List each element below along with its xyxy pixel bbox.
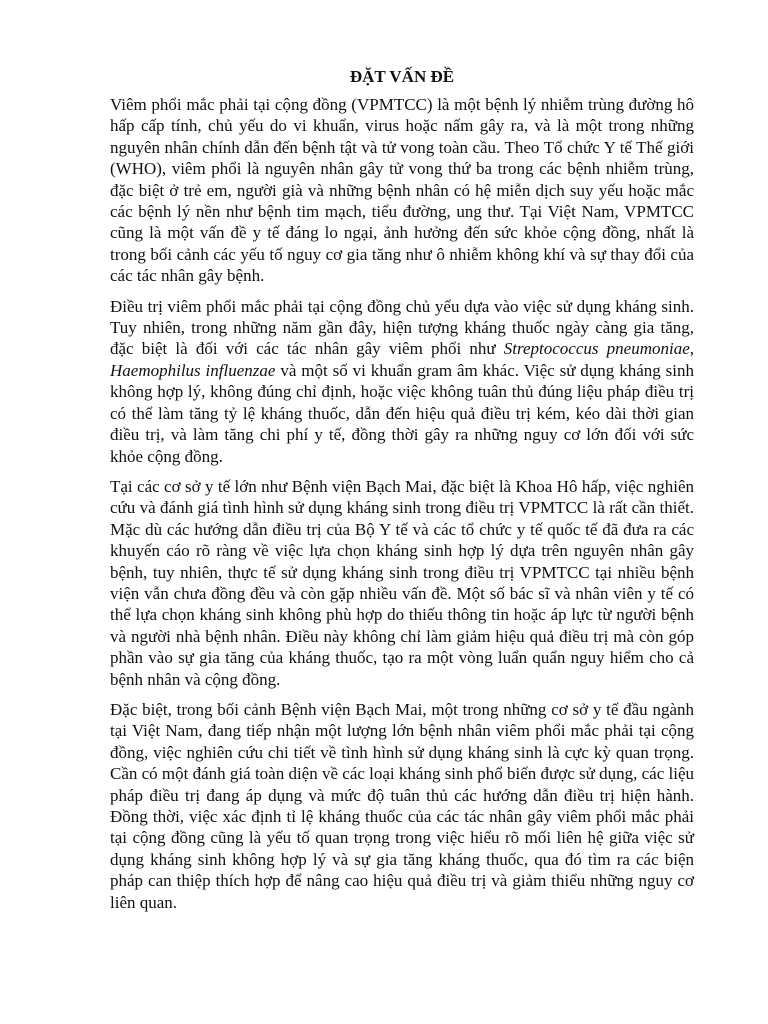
paragraph-1: Viêm phổi mắc phải tại cộng đồng (VPMTCC) là một bệnh lý nhiễm trùng đường hô hấp cấp tính, chủ yếu do vi khuẩn, virus hoặc nấm gây ra, và là một trong những nguyên nhân chính dẫn đến bệnh tật và tử vong toàn cầu. Theo Tổ chức Y tế Thế giới (WHO), viêm phổi là nguyên nhân gây tử vong thứ ba trong các bệnh nhiễm trùng, đặc biệt ở trẻ em, người già và những bệnh nhân có hệ miễn dịch suy yếu hoặc mắc các bệnh lý nền như bệnh tim mạch, tiểu đường, ung thư. Tại Việt Nam, VPMTCC cũng là một vấn đề y tế đáng lo ngại, ảnh hưởng đến sức khỏe cộng đồng, nhất là trong bối cảnh các yếu tố nguy cơ gia tăng như ô nhiễm không khí và sự thay đổi của các tác nhân gây bệnh. [110, 95, 694, 286]
document-page [110, 66, 694, 922]
species-streptococcus: Streptococcus pneumoniae [503, 339, 690, 359]
paragraph-2 [110, 296, 694, 467]
paragraph-2-text-end: và một số vi khuẩn gram âm khác. Việc sử dụng kháng sinh không hợp lý, không đúng chỉ định, hoặc việc không tuân thủ đúng liệu pháp điều trị có thể làm tăng tỷ lệ kháng thuốc, dẫn đến hiệu quả điều trị kém, kéo dài thời gian điều trị, và làm tăng chi phí y tế, đồng thời gây ra những nguy cơ lớn đối với sức khỏe cộng đồng. [110, 360, 694, 466]
document-title: ĐẶT VẤN ĐỀ [349, 67, 455, 86]
paragraph-4: Đặc biệt, trong bối cảnh Bệnh viện Bạch Mai, một trong những cơ sở y tế đầu ngành tại Việt Nam, đang tiếp nhận một lượng lớn bệnh nhân viêm phổi mắc phải tại cộng đồng, việc nghiên cứu chi tiết về tình hình sử dụng kháng sinh là cực kỳ quan trọng. Cần có một đánh giá toàn diện về các loại kháng sinh phổ biến được sử dụng, các liệu pháp điều trị đang áp dụng và mức độ tuân thủ các hướng dẫn điều trị hiện hành. Đồng thời, việc xác định tỉ lệ kháng thuốc của các tác nhân gây viêm phổi mắc phải tại cộng đồng cũng là yếu tố quan trọng trong việc hiểu rõ mối liên hệ giữa việc sử dụng kháng sinh không hợp lý và sự gia tăng kháng thuốc, qua đó tìm ra các biện pháp can thiệp thích hợp để nâng cao hiệu quả điều trị và giảm thiểu những nguy cơ liên quan. [110, 699, 695, 912]
paragraph-3: Tại các cơ sở y tế lớn như Bệnh viện Bạch Mai, đặc biệt là Khoa Hô hấp, việc nghiên cứu và đánh giá tình hình sử dụng kháng sinh trong điều trị VPMTCC là rất cần thiết. Mặc dù các hướng dẫn điều trị của Bộ Y tế và các tổ chức y tế quốc tế đã đưa ra các khuyến cáo rõ ràng về việc lựa chọn kháng sinh hợp lý dựa trên nguyên nhân gây bệnh, tuy nhiên, thực tế sử dụng kháng sinh trong điều trị VPMTCC tại nhiều bệnh viện vẫn chưa đồng đều và còn gặp nhiều vấn đề. Một số bác sĩ và nhân viên y tế có thể lựa chọn kháng sinh không phù hợp do thiếu thông tin hoặc áp lực từ người bệnh và người nhà bệnh nhân. Điều này không chỉ làm giảm hiệu quả điều trị mà còn góp phần vào sự gia tăng của kháng thuốc, tạo ra một vòng luẩn quẩn nguy hiểm cho cả bệnh nhân và cộng đồng. [110, 476, 694, 689]
species-separator: , [689, 339, 694, 359]
species-haemophilus: Haemophilus influenzae [110, 360, 276, 380]
paragraph-2-text-start: Điều trị viêm phổi mắc phải tại cộng đồng chủ yếu dựa vào việc sử dụng kháng sinh. Tuy nhiên, trong những năm gần đây, hiện tượng kháng thuốc ngày càng gia tăng, đặc biệt là đối với các tác nhân gây viêm phổi như [110, 296, 694, 359]
